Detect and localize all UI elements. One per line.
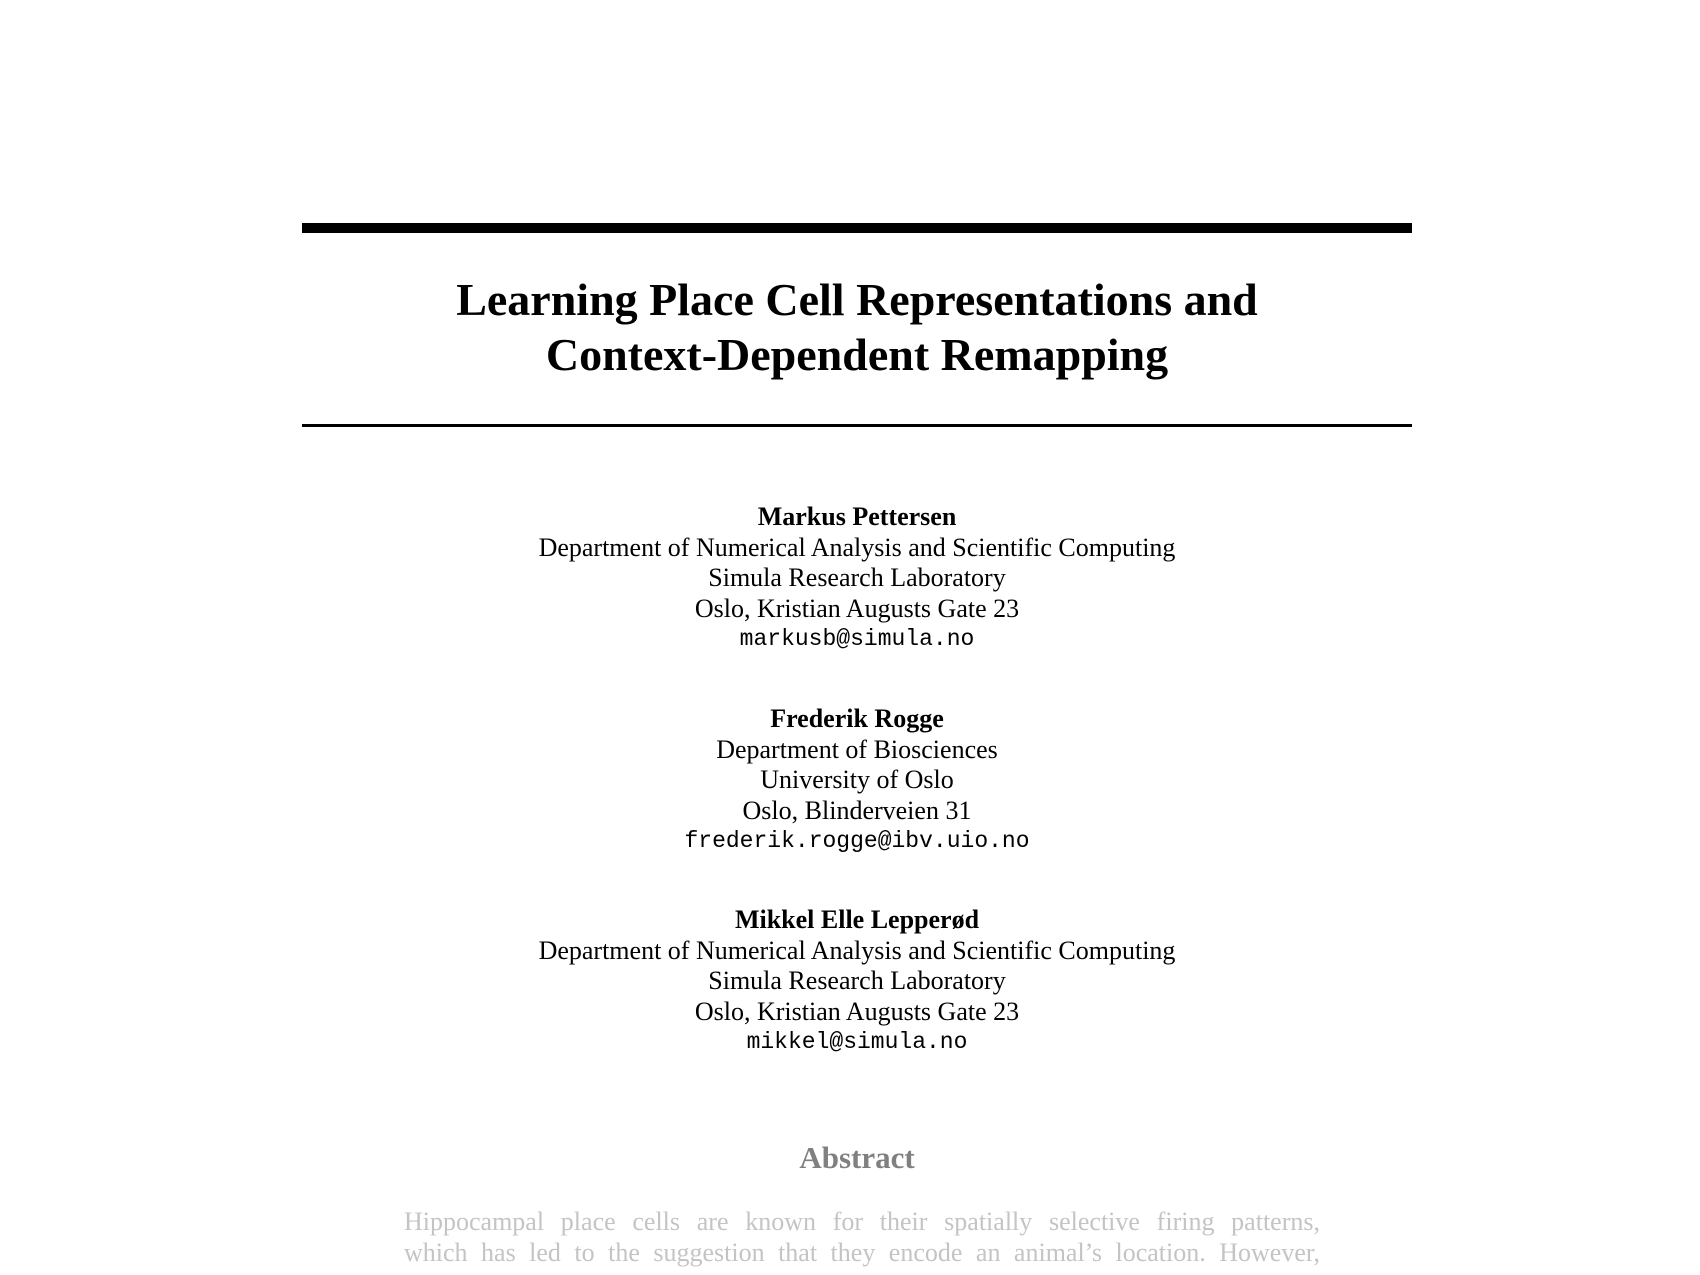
author-name: Markus Pettersen bbox=[757, 502, 957, 531]
author-name: Frederik Rogge bbox=[770, 704, 944, 733]
abstract-body bbox=[404, 1206, 1320, 1268]
author-block-3 bbox=[302, 905, 1412, 1058]
author-institution: University of Oslo bbox=[760, 765, 954, 794]
author-address: Oslo, Kristian Augusts Gate 23 bbox=[694, 593, 1020, 623]
title-line-2: Context-Dependent Remapping bbox=[545, 329, 1169, 380]
author-name: Mikkel Elle Lepperød bbox=[734, 905, 980, 934]
title-bottom-rule bbox=[302, 424, 1412, 427]
author-block-2 bbox=[302, 704, 1412, 857]
author-block-1 bbox=[302, 502, 1412, 655]
author-email[interactable]: markusb@simula.no bbox=[739, 626, 975, 652]
title-line-1: Learning Place Cell Representations and bbox=[456, 274, 1258, 325]
author-institution: Simula Research Laboratory bbox=[708, 563, 1006, 592]
paper-title bbox=[302, 272, 1412, 382]
author-email[interactable]: mikkel@simula.no bbox=[746, 1029, 968, 1055]
title-top-rule bbox=[302, 223, 1412, 233]
abstract-heading: Abstract bbox=[799, 1140, 915, 1175]
author-institution: Simula Research Laboratory bbox=[708, 966, 1006, 995]
author-email[interactable]: frederik.rogge@ibv.uio.no bbox=[684, 828, 1030, 854]
author-address: Oslo, Blinderveien 31 bbox=[742, 795, 972, 825]
author-department: Department of Biosciences bbox=[716, 734, 998, 764]
author-address: Oslo, Kristian Augusts Gate 23 bbox=[694, 996, 1020, 1026]
abstract-line-1: Hippocampal place cells are known for their spatially selective firing patterns, bbox=[404, 1207, 1320, 1236]
author-department: Department of Numerical Analysis and Scientific Computing bbox=[538, 532, 1176, 562]
abstract-line-2: which has led to the suggestion that they encode an animal’s location. However, bbox=[404, 1238, 1320, 1267]
author-department: Department of Numerical Analysis and Scientific Computing bbox=[538, 935, 1176, 965]
